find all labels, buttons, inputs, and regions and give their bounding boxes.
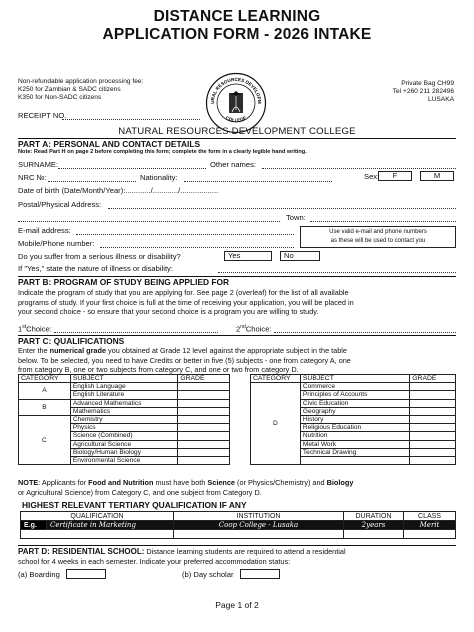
title-application-form: APPLICATION FORM - 2026 INTAKE [102, 26, 372, 43]
example-institution: Coop College - Lusaka [174, 521, 344, 530]
grade-cell[interactable] [410, 383, 456, 391]
example-duration: 2years [344, 521, 404, 530]
part-c-line-1-c: you obtained at Grade 12 level against the appropriate subject in the table [106, 346, 347, 355]
grade-cell[interactable] [178, 399, 230, 407]
illness-question: Do you suffer from a serious illness or disability? [18, 252, 181, 261]
subject-cell: Biology/Human Biology [70, 448, 177, 456]
second-choice-text: Choice: [245, 324, 272, 334]
contact-note-box [300, 226, 456, 248]
subject-cell: History [300, 415, 409, 423]
subject-cell: Technical Drawing [300, 448, 409, 456]
part-d-section [18, 547, 458, 566]
duration-cell[interactable] [344, 530, 404, 539]
illness-nature-label: If "Yes," state the nature of illness or disability: [18, 264, 173, 273]
qualifications-table-left [18, 374, 230, 465]
day-scholar-option-label: (b) Day scholar [182, 570, 234, 579]
subject-cell: Metal Work [300, 440, 409, 448]
example-qualification: Certificate in Marketing [47, 521, 174, 530]
sex-male-checkbox[interactable]: M [420, 171, 454, 181]
table-header-row [21, 512, 456, 521]
part-c-line-1 [18, 346, 458, 356]
part-c-line-3: from category B, one or two subjects from category C, and one or two from category D. [18, 365, 299, 375]
example-label: E.g. [21, 521, 47, 530]
grade-cell[interactable] [178, 415, 230, 423]
table-row [251, 383, 456, 391]
part-c-heading: PART C: QUALIFICATIONS [18, 336, 125, 346]
grade-cell[interactable] [410, 432, 456, 440]
address-line-2: Tel +260 211 282496 [392, 88, 454, 95]
note-text-a: : Applicants for [38, 478, 89, 487]
town-label: Town: [286, 213, 306, 222]
subject-cell: Advanced Mathematics [70, 399, 177, 407]
subject-cell: Mathematics [70, 407, 177, 415]
part-c-instructions [18, 346, 458, 375]
subject-cell: Geography [300, 407, 409, 415]
subject-cell: Nutrition [300, 432, 409, 440]
institution-cell[interactable] [174, 530, 344, 539]
contact-note-line-1: Use valid e-mail and phone numbers [329, 229, 427, 235]
subject-cell: Civic Education [300, 399, 409, 407]
grade-cell[interactable] [178, 440, 230, 448]
email-field[interactable] [76, 234, 294, 235]
qualification-cell[interactable] [21, 530, 174, 539]
subject-cell: Agricultural Science [70, 440, 177, 448]
subject-cell: Commerce [300, 383, 409, 391]
fee-line-3: K350 for Non-SADC citizens [18, 94, 102, 101]
grade-cell[interactable] [410, 399, 456, 407]
nrc-field[interactable] [48, 181, 136, 182]
illness-nature-field[interactable] [218, 272, 456, 273]
part-d-line-2: school for 4 weeks in each semester. Indicate your preferred accommodation status: [18, 556, 291, 566]
part-a-note: Note: Read Part H on page 2 before completing this form; complete the form in a clearly legible hand writing. [18, 149, 307, 155]
grade-cell[interactable] [410, 391, 456, 399]
note-line-1 [18, 478, 458, 488]
second-choice-number: 2 [236, 324, 241, 334]
nrc-label: NRC №: [18, 173, 47, 182]
part-d-line-1 [18, 547, 458, 557]
college-address [393, 80, 454, 104]
fee-line-1: Non-refundable application processing fee: [18, 78, 144, 85]
part-b-line-2: programs of study. If your first choice is full at the time of receiving your application, you will be placed in [18, 297, 354, 307]
example-class: Merit [404, 521, 456, 530]
note-text-f: Biology [326, 478, 354, 487]
first-choice-field[interactable] [54, 332, 218, 333]
page-number: Page 1 of 2 [215, 600, 259, 610]
table-row [19, 383, 230, 391]
svg-text:COLLEGE [225, 115, 247, 123]
col-grade: GRADE [178, 375, 230, 383]
first-choice-number: 1 [18, 324, 23, 334]
first-choice-label [18, 324, 52, 334]
college-seal-logo [205, 72, 267, 134]
grade-cell[interactable] [178, 424, 230, 432]
boarding-option-label: (a) Boarding [18, 570, 60, 579]
illness-yes-checkbox[interactable]: Yes [224, 251, 272, 261]
note-text-c: must have both [153, 478, 208, 487]
nationality-field[interactable] [184, 181, 332, 182]
col-subject: SUBJECT [300, 375, 409, 383]
category-cell: C [19, 415, 71, 464]
second-choice-label [236, 324, 272, 334]
col-subject: SUBJECT [70, 375, 177, 383]
grade-cell[interactable] [410, 407, 456, 415]
table-row [21, 521, 456, 530]
table-row [19, 399, 230, 407]
grade-cell[interactable] [410, 424, 456, 432]
grade-cell[interactable] [178, 448, 230, 456]
mobile-field[interactable] [100, 247, 294, 248]
subject-cell [300, 456, 409, 464]
part-b-line-3: your second choice - so ensure that your second choice is a program you are willing to study. [18, 307, 319, 317]
tertiary-table [20, 511, 456, 539]
first-choice-sup: st [22, 324, 27, 330]
grade-cell[interactable] [410, 440, 456, 448]
seal-text-bottom: COLLEGE [224, 115, 248, 123]
note-text-b: Food and Nutrition [88, 478, 154, 487]
surname-field[interactable] [58, 168, 206, 169]
class-cell[interactable] [404, 530, 456, 539]
college-name: NATURAL RESOURCES DEVELOPMENT COLLEGE [118, 126, 356, 137]
grade-cell[interactable] [178, 383, 230, 391]
col-grade: GRADE [410, 375, 456, 383]
table-row [21, 530, 456, 539]
subject-cell: Chemistry [70, 415, 177, 423]
part-d-heading: PART D: RESIDENTIAL SCHOOL: [18, 547, 145, 556]
col-duration: DURATION [344, 512, 404, 521]
town-field[interactable] [310, 221, 456, 222]
surname-label: SURNAME: [18, 160, 59, 169]
col-institution: INSTITUTION [174, 512, 344, 521]
qualifications-table-right [250, 374, 456, 465]
postal-address-label: Postal/Physical Address: [18, 200, 102, 209]
tertiary-heading: HIGHEST RELEVANT TERTIARY QUALIFICATION IF ANY [22, 500, 247, 510]
subject-cell: English Language [70, 383, 177, 391]
contact-note-line-2: as these will be used to contact you [330, 238, 426, 244]
subject-cell: Physics [70, 424, 177, 432]
part-c-line-1-a: Enter the [18, 346, 50, 355]
col-qualification: QUALIFICATION [21, 512, 174, 521]
grade-cell[interactable] [178, 456, 230, 464]
part-b-line-1: Indicate the program of study that you are applying for. See page 2 (overleaf) for the list of all available [18, 288, 349, 297]
grade-cell[interactable] [410, 448, 456, 456]
address-line-1: Private Bag CH99 [401, 80, 454, 87]
fee-line-2: K250 for Zambian & SADC citizens [18, 86, 121, 93]
subject-cell: Environmental Science [70, 456, 177, 464]
day-scholar-checkbox[interactable] [240, 569, 280, 579]
postal-address-field-line2[interactable] [18, 221, 280, 222]
second-choice-field[interactable] [274, 332, 456, 333]
other-names-field[interactable] [262, 168, 456, 169]
subject-cell: Science (Combined) [70, 432, 177, 440]
part-c-line-1-bold: numerical grade [49, 346, 107, 355]
part-b-heading: PART B: PROGRAM OF STUDY BEING APPLIED FOR [18, 277, 230, 287]
note-label: NOTE [18, 478, 39, 487]
second-choice-sup: nd [240, 324, 246, 330]
sex-label: Sex: [364, 172, 380, 181]
col-class: CLASS [404, 512, 456, 521]
col-category: CATEGORY [19, 375, 71, 383]
grade-cell[interactable] [410, 415, 456, 423]
category-cell: D [251, 383, 301, 465]
note-text-d: Science [207, 478, 235, 487]
part-d-text-1: Distance learning students are required to attend a residential [144, 547, 346, 556]
seal-text-top: URAL RESOURCES DEVELOPM [209, 76, 263, 104]
part-b-instructions [18, 288, 458, 317]
subject-cell: Principles of Accounts [300, 391, 409, 399]
first-choice-text: Choice: [26, 324, 52, 334]
nationality-label: Nationality: [140, 173, 178, 182]
subject-cell: Religious Education [300, 424, 409, 432]
email-label: E-mail address: [18, 226, 71, 235]
category-cell: B [19, 399, 71, 415]
dob-field[interactable]: Date of birth (Date/Month/Year):............/............/.................. [18, 186, 219, 195]
sex-female-checkbox[interactable]: F [378, 171, 412, 181]
receipt-label: RECEIPT NO. [18, 111, 67, 120]
subject-cell: English Literature [70, 391, 177, 399]
part-c-line-2: below. To be selected, you need to have Credits or better in five (5) subjects - one from category A, one [18, 355, 351, 365]
note-line-2: or Agricultural Science) from Category C, and one subject from Category D. [18, 487, 262, 497]
postal-address-field[interactable] [108, 208, 456, 209]
boarding-checkbox[interactable] [66, 569, 106, 579]
grade-cell[interactable] [178, 391, 230, 399]
note-text-e: (or Physics/Chemistry) and [234, 478, 327, 487]
title-distance-learning: DISTANCE LEARNING [153, 8, 321, 25]
grade-cell[interactable] [178, 407, 230, 415]
grade-cell[interactable] [178, 432, 230, 440]
category-cell: A [19, 383, 71, 399]
mobile-label: Mobile/Phone number: [18, 239, 95, 248]
fee-info [18, 78, 143, 102]
illness-no-checkbox[interactable]: No [280, 251, 320, 261]
col-category: CATEGORY [251, 375, 301, 383]
grade-cell[interactable] [410, 456, 456, 464]
receipt-number-field[interactable] [62, 119, 200, 120]
part-a-heading: PART A: PERSONAL AND CONTACT DETAILS [18, 139, 201, 149]
other-names-label: Other names: [210, 160, 257, 169]
table-row [19, 415, 230, 423]
address-line-3: LUSAKA [427, 96, 454, 103]
divider [18, 545, 456, 546]
part-c-note [18, 478, 458, 497]
